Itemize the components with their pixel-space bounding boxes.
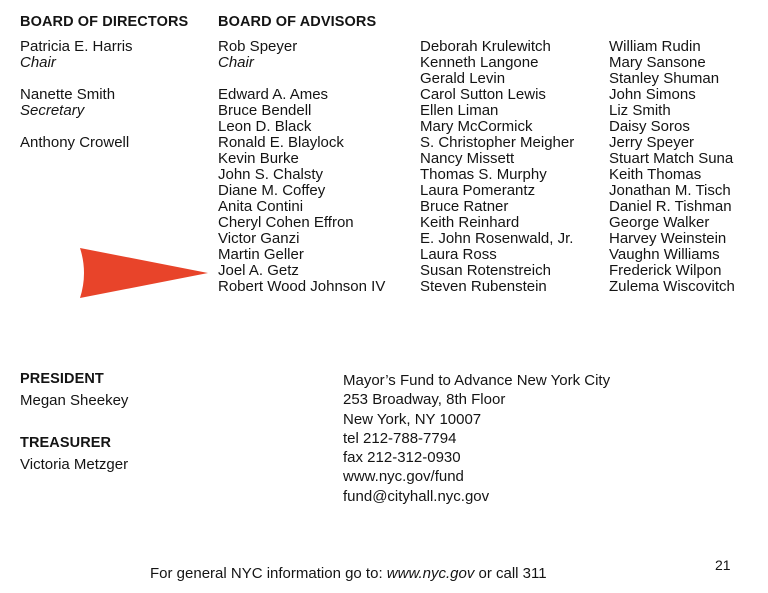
advisor-name: Mary McCormick [420,118,533,135]
advisor-name: Daisy Soros [609,118,690,135]
advisor-name: Jonathan M. Tisch [609,182,731,199]
contact-block [343,371,610,506]
advisor-name: Liz Smith [609,102,671,119]
advisor-name: Victor Ganzi [218,230,300,247]
advisor-name: William Rudin [609,38,701,55]
advisor-name: E. John Rosenwald, Jr. [420,230,574,247]
page-number: 21 [715,557,731,573]
board-of-advisors-heading: BOARD OF ADVISORS [218,14,377,30]
fax: fax 212-312-0930 [343,449,461,467]
advisor-name: Rob Speyer [218,38,298,55]
advisor-name: Carol Sutton Lewis [420,86,546,103]
advisor-name: S. Christopher Meigher [420,134,575,151]
treasurer-heading: TREASURER [20,435,112,451]
director-name: Nanette Smith [20,86,116,103]
footer-prefix: For general NYC information go to: [150,565,387,582]
advisor-name: Cheryl Cohen Effron [218,214,354,231]
advisor-name: Ronald E. Blaylock [218,134,344,151]
advisor-name: Daniel R. Tishman [609,198,732,215]
advisor-name: John Simons [609,86,696,103]
advisor-name: Susan Rotenstreich [420,262,551,279]
advisor-name: Frederick Wilpon [609,262,722,279]
advisor-name: Keith Thomas [609,166,702,183]
advisor-name: Vaughn Williams [609,246,720,263]
director-name: Patricia E. Harris [20,38,133,55]
city-address: New York, NY 10007 [343,410,482,428]
advisors-column-3 [609,39,735,295]
director-role: Secretary [20,102,85,119]
advisor-name: Deborah Krulewitch [420,38,551,55]
advisor-name: Stanley Shuman [609,70,720,87]
advisor-name: Harvey Weinstein [609,230,727,247]
president-name: Megan Sheekey [20,392,129,409]
advisor-name: Stuart Match Suna [609,150,734,167]
advisor-name: Kevin Burke [218,150,299,167]
advisor-name: Steven Rubenstein [420,278,547,295]
website-link[interactable]: www.nyc.gov/fund [343,468,464,486]
advisor-name: Robert Wood Johnson IV [218,278,386,295]
advisor-name: Bruce Bendell [218,102,312,119]
advisor-name: Laura Pomerantz [420,182,536,199]
advisor-name: Martin Geller [218,246,304,263]
treasurer-name: Victoria Metzger [20,456,129,473]
directors-list [20,39,133,151]
advisor-name: Bruce Ratner [420,198,509,215]
advisor-name: Nancy Missett [420,150,515,167]
advisor-name: Keith Reinhard [420,214,520,231]
director-role: Chair [20,54,56,71]
organization-name: Mayor’s Fund to Advance New York City [343,372,611,389]
director-name: Anthony Crowell [20,134,130,151]
pennant-icon [80,248,210,300]
board-of-directors-heading: BOARD OF DIRECTORS [20,14,189,30]
advisor-name: Jerry Speyer [609,134,695,151]
advisor-name: Ellen Liman [420,102,499,119]
advisors-column-2 [420,39,574,295]
advisor-name: Gerald Levin [420,70,506,87]
advisor-name: Diane M. Coffey [218,182,326,199]
advisor-name: George Walker [609,214,710,231]
telephone: tel 212-788-7794 [343,429,457,447]
footer-suffix: or call 311 [474,565,547,582]
email-link[interactable]: fund@cityhall.nyc.gov [343,487,490,505]
advisor-role: Chair [218,54,254,71]
advisor-name: Thomas S. Murphy [420,166,547,183]
advisor-name: Anita Contini [218,198,304,215]
advisor-name: Joel A. Getz [218,262,299,279]
street-address: 253 Broadway, 8th Floor [343,391,506,409]
advisor-name: Leon D. Black [218,118,312,135]
pennant-shape [80,248,208,298]
advisor-name: Mary Sansone [609,54,706,71]
advisor-name: John S. Chalsty [218,166,324,183]
footer-url-link[interactable]: www.nyc.gov [386,565,475,582]
advisor-name: Zulema Wiscovitch [609,278,735,295]
footer-info [150,565,547,583]
advisors-column-1 [218,39,385,295]
president-heading: PRESIDENT [20,371,104,387]
advisor-name: Kenneth Langone [420,54,539,71]
advisor-name: Laura Ross [420,246,497,263]
advisor-name: Edward A. Ames [218,86,329,103]
